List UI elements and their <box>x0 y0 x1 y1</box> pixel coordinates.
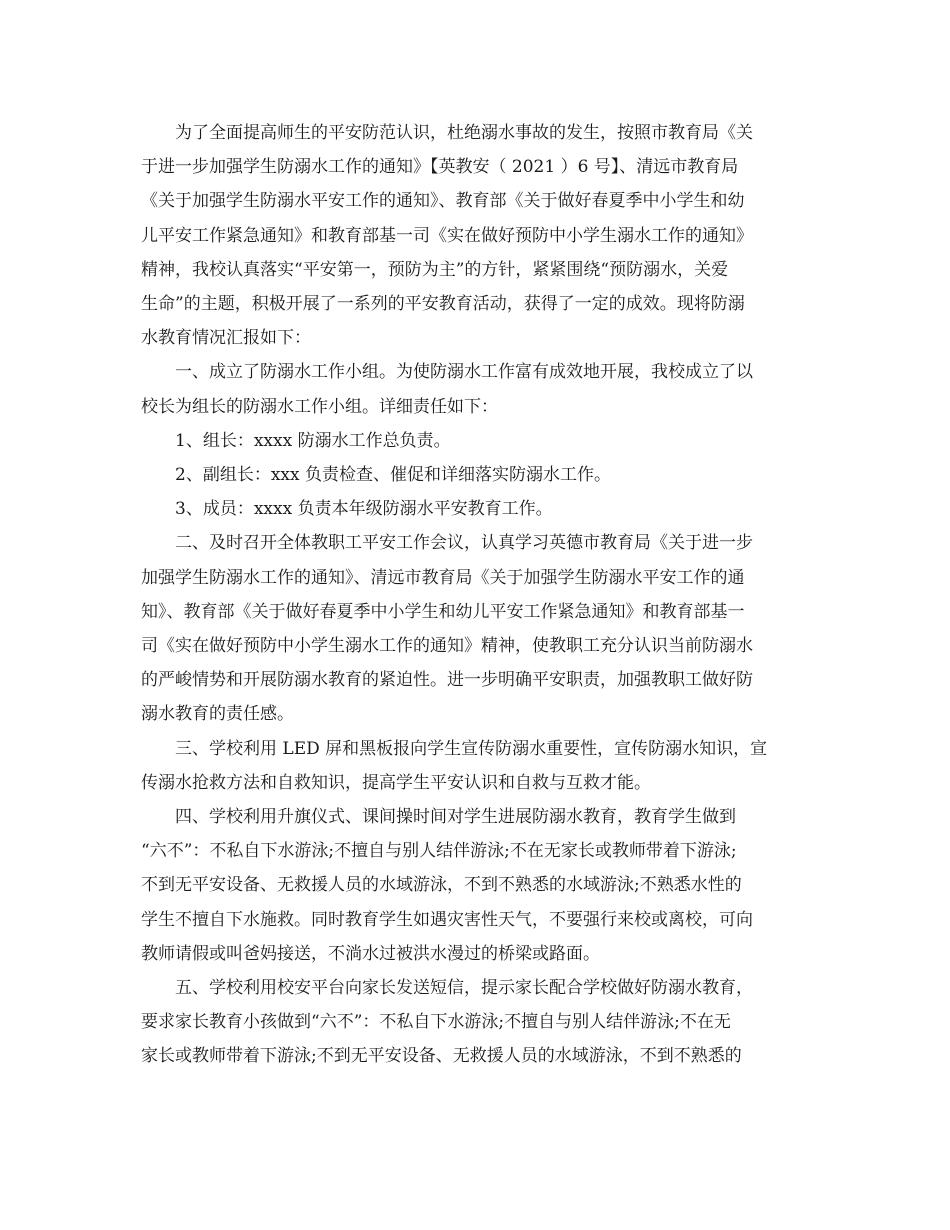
text-line: 《关于加强学生防溺水平安工作的通知》、教育部《关于做好春夏季中小学生和幼 <box>141 191 745 212</box>
text-line: 1、组长：xxxx 防溺水工作总负责。 <box>175 430 451 451</box>
text-line: 不到无平安设备、无救援人员的水域游泳，不到不熟悉的水域游泳;不熟悉水性的 <box>141 875 742 896</box>
text-line: 要求家长教育小孩做到“六不”：不私自下水游泳;不擅自与别人结伴游泳;不在无 <box>141 1012 731 1033</box>
text-line: 司《实在做好预防中小学生溺水工作的通知》精神，使教职工充分认识当前防溺水 <box>141 636 753 657</box>
paragraph-item-2 <box>141 458 821 492</box>
text-line: 的严峻情势和开展防溺水教育的紧迫性。进一步明确平安职责，加强教职工做好防 <box>141 670 753 691</box>
text-line: 三、学校利用 LED 屏和黑板报向学生宣传防溺水重要性，宣传防溺水知识，宣 <box>175 738 768 759</box>
text-line: 儿平安工作紧急通知》和教育部基一司《实在做好预防中小学生溺水工作的通知》 <box>141 225 753 246</box>
paragraph-section-4 <box>141 800 821 971</box>
paragraph-section-2 <box>141 526 821 731</box>
text-line: 生命”的主题，积极开展了一系列的平安教育活动，获得了一定的成效。现将防溺 <box>141 294 745 315</box>
text-line: 于进一步加强学生防溺水工作的通知》【英教安（ 2021 ）6 号】、清远市教育局 <box>141 157 739 178</box>
text-line: 五、学校利用校安平台向家长发送短信，提示家长配合学校做好防溺水教育， <box>175 978 753 999</box>
text-line: 一、成立了防溺水工作小组。为使防溺水工作富有成效地开展，我校成立了以 <box>175 362 753 383</box>
text-line: “六不”：不私自下水游泳;不擅自与别人结伴游泳;不在无家长或教师带着下游泳; <box>141 841 737 862</box>
text-line: 水教育情况汇报如下： <box>141 328 311 349</box>
paragraph-intro <box>141 116 821 355</box>
paragraph-section-1 <box>141 355 821 423</box>
text-line: 学生不擅自下水施救。同时教育学生如遇灾害性天气，不要强行来校或离校，可向 <box>141 909 753 930</box>
paragraph-section-3 <box>141 732 821 800</box>
paragraph-item-1 <box>141 424 821 458</box>
text-line: 加强学生防溺水工作的通知》、清远市教育局《关于加强学生防溺水平安工作的通 <box>141 567 745 588</box>
text-line: 精神，我校认真落实“平安第一，预防为主”的方针，紧紧围绕“预防溺水，关爱 <box>141 259 729 280</box>
paragraph-section-5 <box>141 971 821 1074</box>
text-line: 四、学校利用升旗仪式、课间操时间对学生进展防溺水教育，教育学生做到 <box>175 807 736 828</box>
document-body <box>141 116 821 1074</box>
text-line: 知》、教育部《关于做好春夏季中小学生和幼儿平安工作紧急通知》和教育部基一 <box>141 601 745 622</box>
text-line: 二、及时召开全体教职工平安工作会议，认真学习英德市教育局《关于进一步 <box>175 533 753 554</box>
text-line: 校长为组长的防溺水工作小组。详细责任如下： <box>141 396 498 417</box>
text-line: 传溺水抢救方法和自救知识，提高学生平安认识和自救与互救才能。 <box>141 772 651 793</box>
text-line: 家长或教师带着下游泳;不到无平安设备、无救援人员的水域游泳，不到不熟悉的 <box>141 1046 742 1067</box>
text-line: 2、副组长：xxx 负责检查、催促和详细落实防溺水工作。 <box>175 465 611 486</box>
text-line: 为了全面提高师生的平安防范认识，杜绝溺水事故的发生，按照市教育局《关 <box>175 123 753 143</box>
text-line: 溺水教育的责任感。 <box>141 704 294 725</box>
paragraph-item-3 <box>141 492 821 526</box>
text-line: 3、成员：xxxx 负责本年级防溺水平安教育工作。 <box>175 499 553 520</box>
text-line: 教师请假或叫爸妈接送，不淌水过被洪水漫过的桥梁或路面。 <box>141 943 600 964</box>
